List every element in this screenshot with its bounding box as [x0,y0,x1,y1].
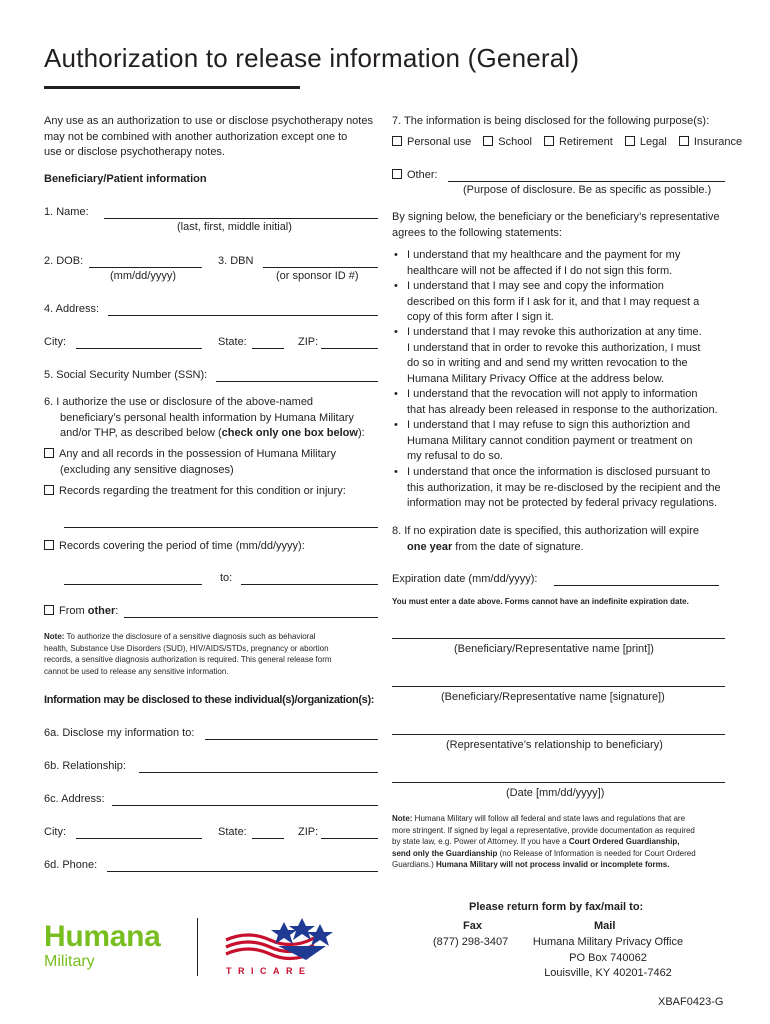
disclose-to-label: 6a. Disclose my information to: [44,727,195,739]
dob-hint: (mm/dd/yyyy) [110,270,176,282]
option-all-label: Any and all records in the possession of Humana Military [59,448,336,460]
option-all-records[interactable] [44,447,336,478]
purpose-personal-checkbox[interactable] [392,136,402,146]
statement-line: this authorization, it may be re-disclosed by the recipient and the [407,481,721,494]
mail-address-line: Humana Military Privacy Office [532,936,684,948]
state-field[interactable] [252,348,284,349]
bullet-icon: • [394,388,398,400]
expiration-bold: one year [407,540,453,553]
statement-line: copy of this form after I sign it. [407,311,554,323]
legal-note-line: more stringent. If signed by legal a representative, provide documentation as required [392,825,695,835]
print-name-field[interactable] [392,638,725,639]
title-underline [44,86,300,89]
legal-note-line: Humana Military will follow all federal and state laws and regulations that are [412,814,686,823]
purpose-insurance-label: Insurance [693,136,743,148]
intro-text [44,114,373,161]
mail-address-line: Louisville, KY 40201-7462 [544,967,672,979]
relationship-label: 6b. Relationship: [44,760,126,772]
expiration-statement [392,524,699,555]
date-hint: (Date [mm/dd/yyyy]) [506,787,605,799]
sensitive-note-line: To authorize the disclosure of a sensitive diagnosis such as behavioral [64,632,316,641]
purpose-school-checkbox[interactable] [483,136,493,146]
purpose-heading: 7. The information is being disclosed for the following purpose(s): [392,115,710,127]
expiration-label: Expiration date (mm/dd/yyyy): [392,573,538,585]
statement-line: do so in writing and and send my written revocation to the [407,357,688,369]
tricare-wordmark: TRICARE [226,966,312,976]
purpose-insurance[interactable] [679,136,742,148]
dob-label: 2. DOB: [44,255,84,267]
signature-field[interactable] [392,686,725,687]
dob-field[interactable] [89,267,202,268]
statement-item [407,325,737,387]
statement-line: Humana Military Privacy Office at the address below. [407,372,665,385]
page-title: Authorization to release information (General) [44,43,580,73]
mail-heading: Mail [594,920,616,932]
intro-line: may not be combined with another authorization except one to [44,130,348,143]
statement-item [407,279,737,326]
option-period-checkbox[interactable] [44,540,54,550]
statement-line: Humana Military cannot condition payment or treatment on [407,434,693,447]
option-condition-label: Records regarding the treatment for this condition or injury: [59,485,346,497]
zip-field[interactable] [321,348,378,349]
state-label: State: [218,336,247,348]
legal-note-line: Guardians.) [392,860,437,869]
authorize-line: beneficiary’s personal health information by Humana Military [60,411,354,424]
name-hint: (last, first, middle initial) [177,221,292,233]
city-field[interactable] [76,348,202,349]
from-label-colon: : [115,605,119,617]
purpose-other-checkbox[interactable] [392,169,402,179]
address-label: 4. Address: [44,303,100,315]
from-label: From [59,605,88,617]
expiration-post: from the date of signature. [452,540,584,553]
purpose-retirement[interactable] [544,136,613,148]
statement-item [407,387,737,418]
legal-note-bold: send only the Guardianship [392,848,498,858]
legal-note-label: Note: [392,814,413,823]
bullet-icon: • [394,419,398,431]
purpose-other[interactable] [392,168,438,184]
statement-line: I understand that I may see and copy the information [407,280,664,292]
purpose-retirement-checkbox[interactable] [544,136,554,146]
purpose-hint: (Purpose of disclosure. Be as specific as possible.) [463,184,712,196]
authorize-line [44,426,365,442]
statement-line: I understand that in order to revoke this authorization, I must [407,341,701,354]
date-field[interactable] [392,782,725,783]
purpose-personal-label: Personal use [407,136,472,148]
intro-line: use or disclose psychotherapy notes. [44,146,225,158]
zip-label: ZIP: [298,336,319,348]
intro-line: Any use as an authorization to use or disclose psychotherapy notes [44,115,373,127]
humana-military-logo [44,921,161,971]
statement-item [407,465,737,512]
period-from-field[interactable] [64,584,202,585]
statement-line: I understand that I may revoke this authorization at any time. [407,326,702,338]
expiration-warning: You must enter a date above. Forms cannot have an indefinite expiration date. [392,597,689,606]
form-code: XBAF0423-G [658,996,724,1008]
ssn-field[interactable] [216,381,378,382]
fax-number: (877) 298-3407 [433,936,509,948]
bullet-icon: • [394,249,398,261]
from-other-field[interactable] [124,617,378,618]
recipient-address-label: 6c. Address: [44,793,105,805]
statement-line: healthcare will not be affected if I do not sign this form. [407,264,673,277]
address-field[interactable] [108,315,378,316]
statement-item [407,248,737,279]
option-all-sublabel: (excluding any sensitive diagnoses) [60,463,234,476]
bullet-icon: • [394,326,398,338]
option-period-records[interactable] [44,539,305,555]
dbn-field[interactable] [263,267,378,268]
sensitive-note-label: Note: [44,632,65,641]
expiration-line: 8. If no expiration date is specified, this authorization will expire [392,525,699,537]
return-heading: Please return form by fax/mail to: [469,901,644,913]
sensitive-note-line: cannot be used to release any sensitive information. [44,666,229,676]
authorize-text [44,395,365,442]
print-name-hint: (Beneficiary/Representative name [print]) [454,643,654,655]
rep-relationship-field[interactable] [392,734,725,735]
sensitive-note-line: health, Substance Use Disorders (SUD), HIV/AIDS/STDs, pregnancy or abortion [44,643,329,653]
legal-note-line: by state law, e.g. Power of Attorney. If you have a [392,837,569,846]
statement-line: I understand that I may refuse to sign this authoriztion and [407,419,691,431]
statement-line: my refusal to do so. [407,450,503,462]
dbn-hint: (or sponsor ID #) [276,270,359,282]
authorize-line: 6. I authorize the use or disclosure of the above-named [44,396,314,408]
from-label-bold: other [87,605,116,617]
dbn-label: 3. DBN [218,255,254,267]
sensitive-note-line: records, a sensitive diagnosis authorization is required. This general release form [44,655,332,664]
statement-line: described on this form if I ask for it, and that I may request a [407,295,700,308]
statement-item [407,418,737,465]
fax-heading: Fax [463,920,482,932]
purpose-legal[interactable] [625,136,667,148]
recipient-zip-label: ZIP: [298,826,319,838]
ssn-label: 5. Social Security Number (SSN): [44,369,208,381]
recipient-address-field[interactable] [112,805,378,806]
disclose-to-field[interactable] [205,739,378,740]
purpose-legal-checkbox[interactable] [625,136,635,146]
signature-hint: (Beneficiary/Representative name [signature]) [441,691,665,703]
purpose-options [392,135,742,151]
recipient-city-field[interactable] [76,838,202,839]
option-from-other[interactable] [44,604,118,620]
name-field[interactable] [104,218,378,219]
authorize-line-bold: check only one box below [221,427,358,439]
recipient-zip-field[interactable] [321,838,378,839]
tricare-logo [222,916,342,978]
statement-line: I understand that the revocation will not apply to information [407,388,698,400]
purpose-other-label: Other: [407,169,438,181]
recipient-city-label: City: [44,826,66,838]
legal-note-bold: Humana Military will not process invalid or incomplete forms. [436,860,670,869]
signing-statement [392,210,720,241]
purpose-retirement-label: Retirement [558,136,613,148]
authorize-line-post: ): [357,427,365,439]
mail-address-line: PO Box 740062 [569,951,647,964]
purpose-personal[interactable] [392,136,471,148]
disclose-heading: Information may be disclosed to these individual(s)/organization(s): [44,694,375,706]
purpose-other-field[interactable] [448,181,725,182]
humana-wordmark: Humana [44,920,161,953]
military-wordmark: Military [44,953,95,970]
statement-line: I understand that once the information is disclosed pursuant to [407,466,711,478]
option-period-label: Records covering the period of time (mm/dd/yyyy): [59,540,305,552]
sensitive-note [44,631,332,677]
relationship-field[interactable] [139,772,378,773]
authorize-line-pre: and/or THP, as described below ( [60,427,222,439]
option-other-checkbox[interactable] [44,605,54,615]
option-condition-checkbox[interactable] [44,485,54,495]
period-to-label: to: [220,572,233,584]
statement-line: that has already been released in response to the authorization. [407,403,718,416]
option-condition-records[interactable] [44,484,346,500]
name-label: 1. Name: [44,206,89,218]
option-all-checkbox[interactable] [44,448,54,458]
period-to-field[interactable] [241,584,378,585]
statement-line: information may not be protected by federal privacy regulations. [407,497,717,509]
legal-note-line: (no Release of Information is needed for Court Ordered [497,848,696,858]
bullet-icon: • [394,280,398,292]
recipient-state-label: State: [218,826,247,838]
purpose-insurance-checkbox[interactable] [679,136,689,146]
signing-line: agrees to the following statements: [392,226,562,239]
rep-relationship-hint: (Representative’s relationship to beneficiary) [446,739,663,751]
city-label: City: [44,336,66,348]
phone-field[interactable] [107,871,378,872]
phone-label: 6d. Phone: [44,859,98,871]
expiration-date-field[interactable] [554,585,719,586]
mail-address [528,935,688,982]
recipient-state-field[interactable] [252,838,284,839]
logo-divider [197,918,198,976]
legal-note [392,813,696,871]
condition-field[interactable] [64,527,378,528]
bullet-icon: • [394,466,398,478]
purpose-school[interactable] [483,136,532,148]
statement-line: I understand that my healthcare and the payment for my [407,249,681,261]
purpose-legal-label: Legal [639,136,667,148]
beneficiary-heading: Beneficiary/Patient information [44,173,207,185]
signing-line: By signing below, the beneficiary or the beneficiary’s representative [392,211,720,223]
legal-note-bold: Court Ordered Guardianship, [568,837,680,846]
purpose-school-label: School [498,136,532,148]
